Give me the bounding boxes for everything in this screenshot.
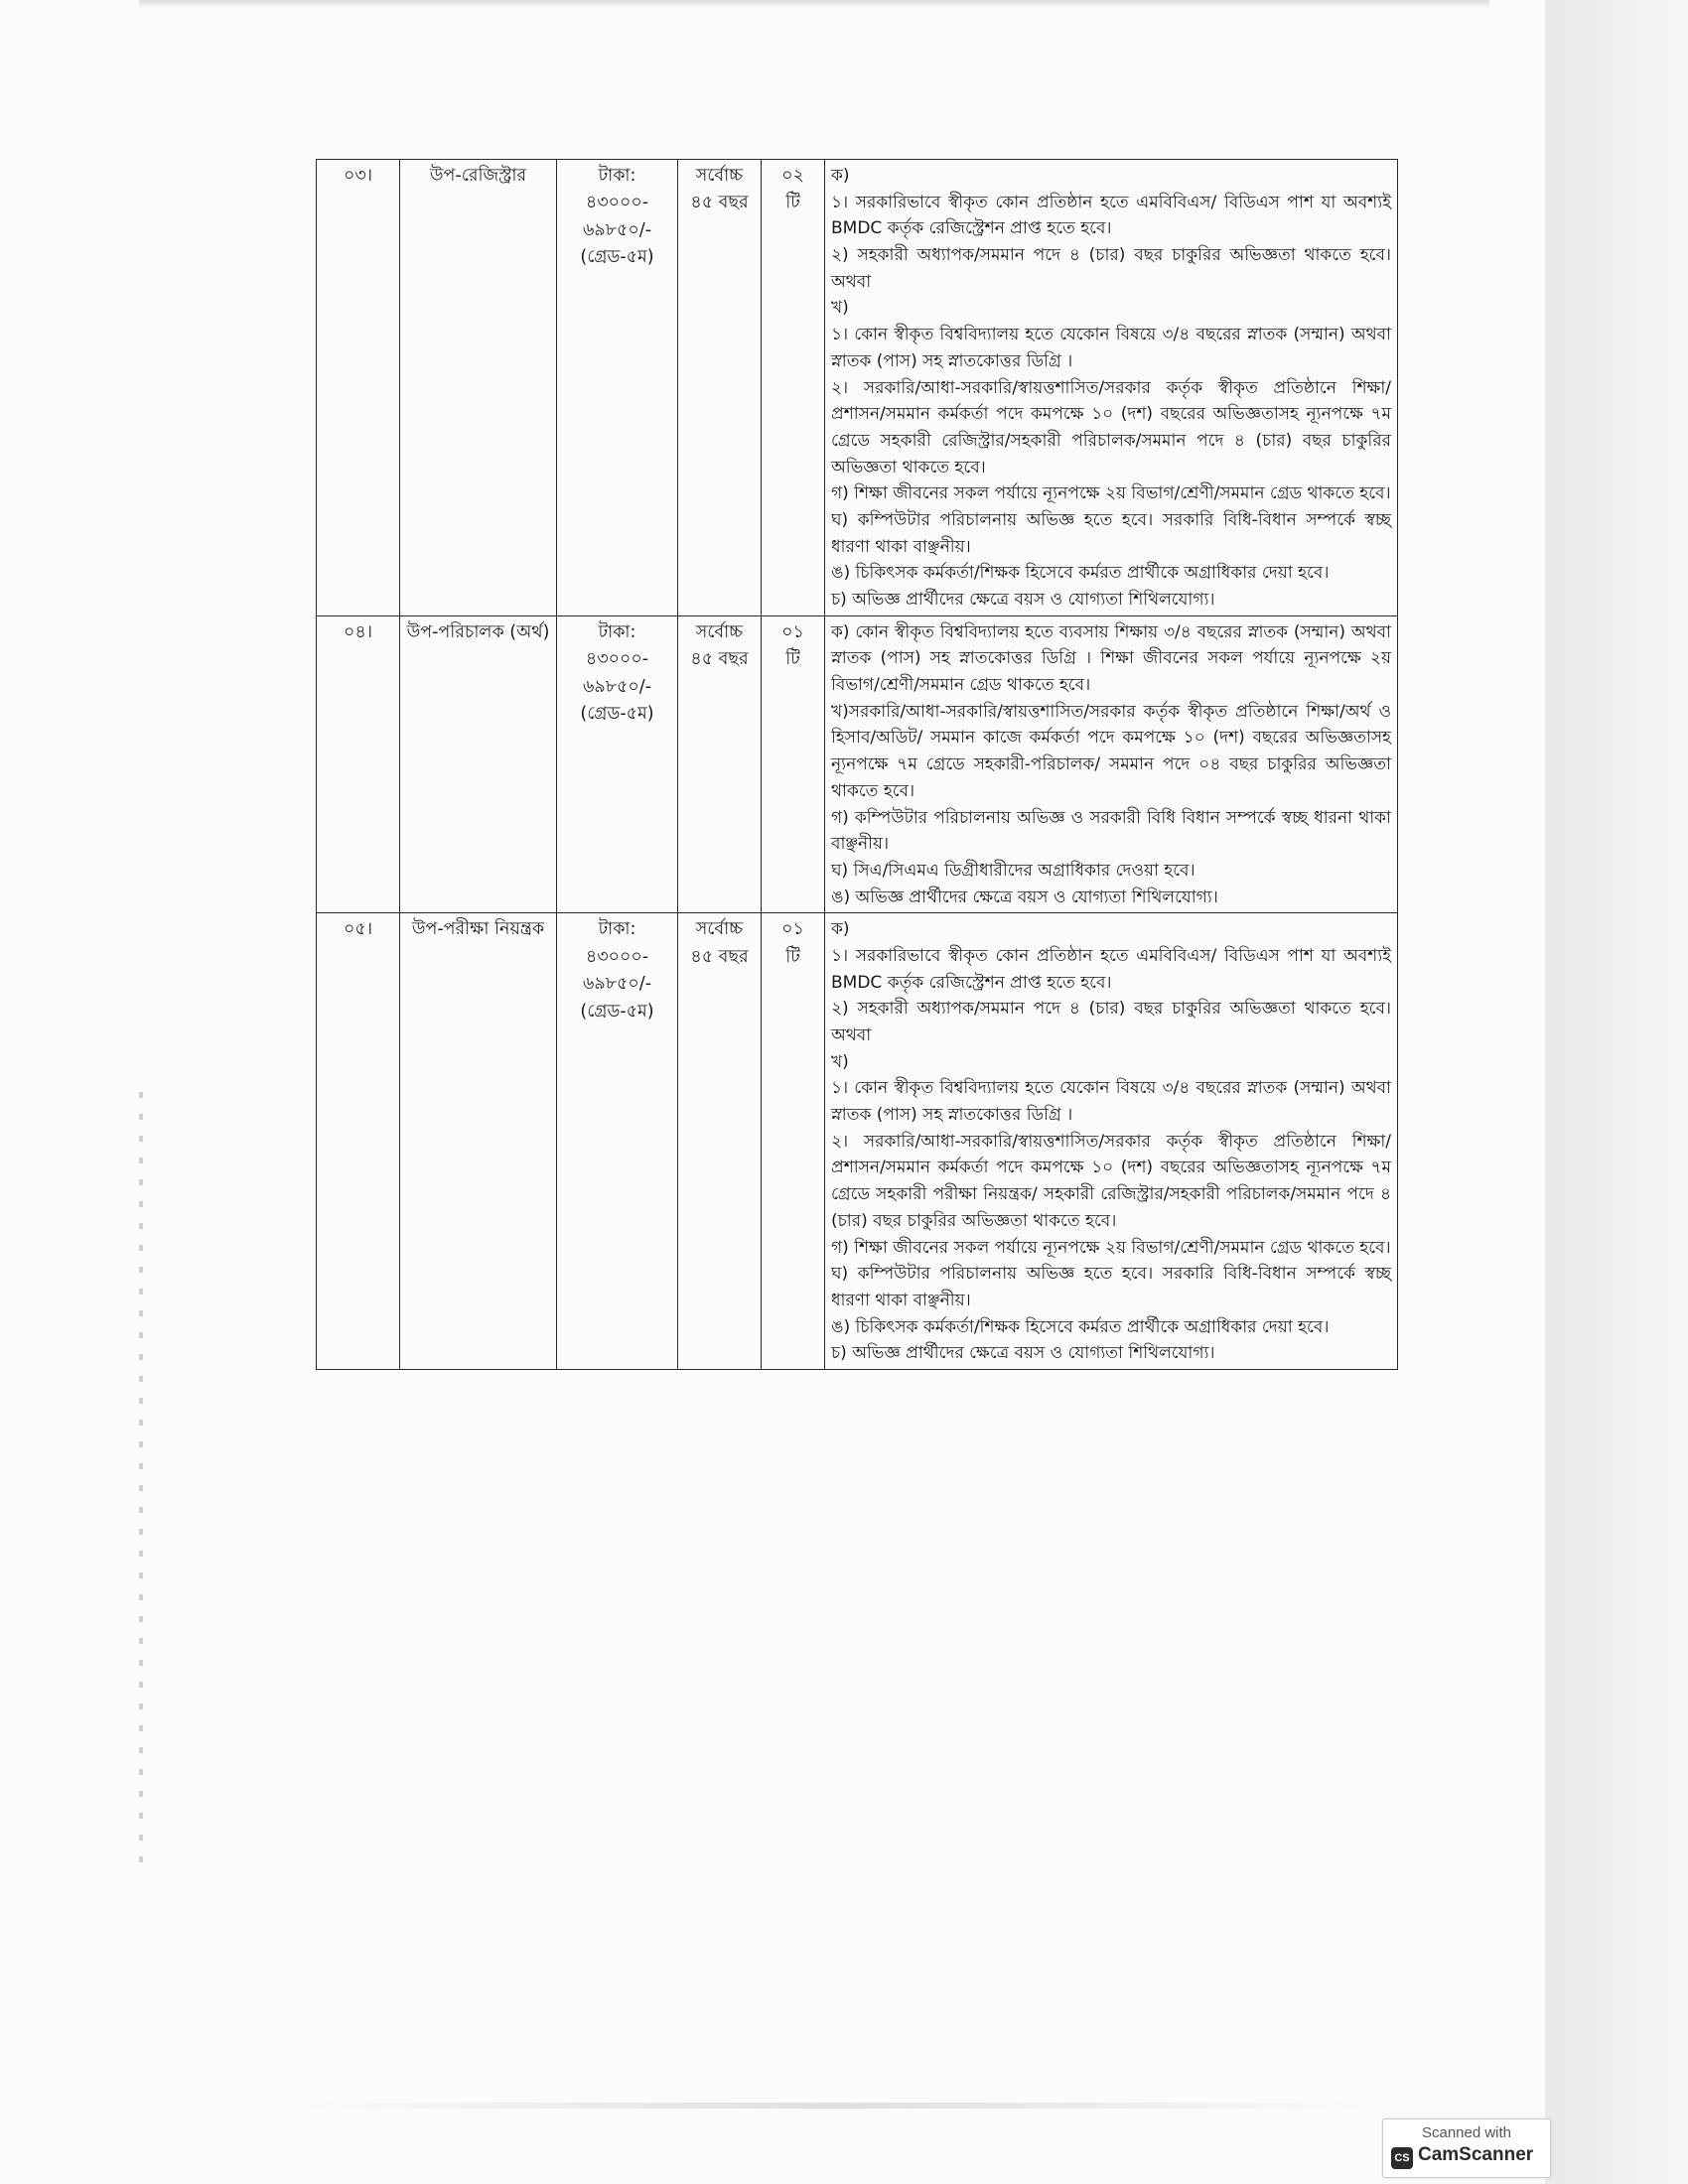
- posts-table-body: [317, 160, 1398, 1370]
- pay-scale-line: (গ্রেড-৫ম): [580, 704, 654, 725]
- requirement-item: ১। সরকারিভাবে স্বীকৃত কোন প্রতিষ্ঠান হতে এমবিবিএস/ বিডিএস পাশ যা অবশ্যই BMDC কর্তৃক রেজিস্ট্রেশন প্রাপ্ত হতে হবে।: [831, 945, 1391, 993]
- post-name-cell: [400, 160, 557, 616]
- pay-scale-cell: [557, 913, 678, 1370]
- requirement-item: খ)সরকারি/আধা-সরকারি/স্বায়ত্তশাসিত/সরকার কর্তৃক স্বীকৃত প্রতিষ্ঠানে শিক্ষা/অর্থ ও হিসাব/অডিট/ সমমান কাজে কর্মকর্তা পদে কমপক্ষে ১০ (দশ) বছরের অভিজ্ঞতাসহ ন্যূনপক্ষে ৭ম গ্রেডে সহকারী-পরিচালক/ সমমান পদে ০৪ বছর চাকুরির অভিজ্ঞতা থাকতে হবে।: [831, 701, 1391, 801]
- pay-scale-cell: [557, 160, 678, 616]
- age-limit-line: ৪৫ বছর: [690, 946, 749, 967]
- age-limit-line: সর্বোচ্চ: [695, 621, 744, 642]
- pay-scale-line: (গ্রেড-৫ম): [580, 1001, 654, 1022]
- serial-cell: [317, 913, 400, 1370]
- requirement-item: ঘ) কম্পিউটার পরিচালনায় অভিজ্ঞ হতে হবে। সরকারি বিধি-বিধান সম্পর্কে স্বচ্ছ ধারণা থাকা বাঞ্ছনীয়।: [831, 1264, 1391, 1310]
- post-count-cell: [762, 160, 825, 616]
- requirement-item: ঙ) চিকিৎসক কর্মকর্তা/শিক্ষক হিসেবে কর্মরত প্রার্থীকে অগ্রাধিকার দেয়া হবে।: [831, 1316, 1330, 1337]
- pay-scale-cell: [557, 615, 678, 913]
- post-count-cell: [762, 913, 825, 1370]
- pay-scale-line: ৪৩০০০-: [585, 649, 649, 670]
- table-row: [317, 160, 1398, 616]
- requirement-item: ২) সহকারী অধ্যাপক/সমমান পদে ৪ (চার) বছর চাকুরির অভিজ্ঞতা থাকতে হবে। অথবা: [831, 245, 1391, 292]
- requirement-item: ঘ) কম্পিউটার পরিচালনায় অভিজ্ঞ হতে হবে। সরকারি বিধি-বিধান সম্পর্কে স্বচ্ছ ধারণা থাকা বাঞ্ছনীয়।: [831, 509, 1391, 557]
- requirement-item: ক) কোন স্বীকৃত বিশ্ববিদ্যালয় হতে ব্যবসায় শিক্ষায় ৩/৪ বছরের স্নাতক (সম্মান) অথবা স্নাতক (পাস) সহ স্নাতকোত্তর ডিগ্রি । শিক্ষা জীবনের সকল পর্যায়ে ন্যূনপক্ষে ২য় বিভাগ/শ্রেণী/সমমান গ্রেড থাকতে হবে।: [831, 621, 1391, 696]
- post-count-line: ০১: [781, 621, 804, 642]
- requirement-item: ২) সহকারী অধ্যাপক/সমমান পদে ৪ (চার) বছর চাকুরির অভিজ্ঞতা থাকতে হবে। অথবা: [831, 999, 1391, 1045]
- age-limit-cell: [678, 615, 762, 913]
- requirement-item: ১। কোন স্বীকৃত বিশ্ববিদ্যালয় হতে যেকোন বিষয়ে ৩/৪ বছরের স্নাতক (সম্মান) অথবা স্নাতক (পাস) সহ স্নাতকোত্তর ডিগ্রি ।: [831, 1078, 1391, 1126]
- post-name: উপ-রেজিস্ট্রার: [429, 166, 527, 186]
- requirement-item: ১। সরকারিভাবে স্বীকৃত কোন প্রতিষ্ঠান হতে এমবিবিএস/ বিডিএস পাশ যা অবশ্যই BMDC কর্তৃক রেজিস্ট্রেশন প্রাপ্ত হতে হবে।: [831, 192, 1391, 239]
- requirement-item: চ) অভিজ্ঞ প্রার্থীদের ক্ষেত্রে বয়স ও যোগ্যতা শিথিলযোগ্য।: [831, 1343, 1215, 1364]
- requirement-item: চ) অভিজ্ঞ প্রার্থীদের ক্ষেত্রে বয়স ও যোগ্যতা শিথিলযোগ্য।: [831, 590, 1215, 610]
- requirement-item: গ) কম্পিউটার পরিচালনায় অভিজ্ঞ ও সরকারী বিধি বিধান সম্পর্কে স্বচ্ছ ধারনা থাকা বাঞ্ছনীয়।: [831, 807, 1391, 855]
- pay-scale-line: ৬৯৮৫০/-: [582, 219, 652, 240]
- post-name: উপ-পরিচালক (অর্থ): [406, 621, 550, 642]
- age-limit-cell: [678, 913, 762, 1370]
- posts-table: [316, 159, 1398, 1370]
- requirement-item: গ) শিক্ষা জীবনের সকল পর্যায়ে ন্যূনপক্ষে ২য় বিভাগ/শ্রেণী/সমমান গ্রেড থাকতে হবে।: [831, 1237, 1391, 1258]
- camscanner-brand: CamScanner: [1418, 2144, 1534, 2165]
- post-name-cell: [400, 913, 557, 1370]
- post-name: উপ-পরীক্ষা নিয়ন্ত্রক: [411, 919, 545, 940]
- post-name-cell: [400, 615, 557, 913]
- requirement-item: ঙ) চিকিৎসক কর্মকর্তা/শিক্ষক হিসেবে কর্মরত প্রার্থীকে অগ্রাধিকার দেয়া হবে।: [831, 563, 1330, 584]
- requirements-cell: [825, 913, 1398, 1370]
- post-count-line: ০২: [781, 166, 804, 186]
- post-count-cell: [762, 615, 825, 913]
- post-count-line: টি: [785, 193, 800, 213]
- age-limit-cell: [678, 160, 762, 616]
- requirement-item: গ) শিক্ষা জীবনের সকল পর্যায়ে ন্যূনপক্ষে ২য় বিভাগ/শ্রেণী/সমমান গ্রেড থাকতে হবে।: [831, 483, 1391, 504]
- camscanner-logo-icon: CS: [1391, 2147, 1413, 2169]
- top-bleed-through: [139, 0, 1489, 8]
- requirements-cell: [825, 160, 1398, 616]
- age-limit-line: ৪৫ বছর: [690, 649, 749, 670]
- post-count-line: টি: [785, 946, 800, 967]
- pay-scale-line: ৪৩০০০-: [585, 946, 649, 967]
- requirements-cell: [825, 615, 1398, 913]
- age-limit-line: সর্বোচ্চ: [695, 919, 744, 940]
- pay-scale-line: (গ্রেড-৫ম): [580, 247, 654, 268]
- table-row: [317, 913, 1398, 1370]
- requirement-item: ঙ) অভিজ্ঞ প্রার্থীদের ক্ষেত্রে বয়স ও যোগ্যতা শিথিলযোগ্য।: [831, 887, 1218, 907]
- post-count-line: ০১: [781, 919, 804, 940]
- age-limit-line: সর্বোচ্চ: [695, 166, 744, 186]
- pay-scale-line: ৬৯৮৫০/-: [582, 974, 652, 995]
- requirement-item: ক): [831, 919, 850, 940]
- binding-marks: [139, 1092, 143, 1866]
- requirement-item: ২। সরকারি/আধা-সরকারি/স্বায়ত্তশাসিত/সরকার কর্তৃক স্বীকৃত প্রতিষ্ঠানে শিক্ষা/প্রশাসন/সমমান কর্মকর্তা পদে কমপক্ষে ১০ (দশ) বছরের অভিজ্ঞতাসহ ন্যূনপক্ষে ৭ম গ্রেডে সহকারী রেজিস্ট্রার/সহকারী পরিচালক/সমমান পদে ৪ (চার) বছর চাকুরির অভিজ্ঞতা থাকতে হবে।: [831, 377, 1391, 478]
- pay-scale-line: টাকা:: [598, 621, 636, 642]
- scanned-with-caption: Scanned with: [1421, 2124, 1512, 2141]
- pay-scale-line: টাকা:: [598, 919, 636, 940]
- camscanner-badge: [1382, 2118, 1551, 2178]
- serial-number: ০৩।: [343, 166, 372, 186]
- serial-cell: [317, 615, 400, 913]
- table-row: [317, 615, 1398, 913]
- serial-cell: [317, 160, 400, 616]
- serial-number: ০৪।: [344, 621, 372, 642]
- requirement-item: ঘ) সিএ/সিএমএ ডিগ্রীধারীদের অগ্রাধিকার দেওয়া হবে।: [831, 860, 1196, 881]
- requirement-item: ক): [831, 166, 850, 186]
- requirement-item: ১। কোন স্বীকৃত বিশ্ববিদ্যালয় হতে যেকোন বিষয়ে ৩/৪ বছরের স্নাতক (সম্মান) অথবা স্নাতক (পাস) সহ স্নাতকোত্তর ডিগ্রি ।: [831, 325, 1391, 371]
- page-edge-shadow: [1545, 0, 1688, 2184]
- bottom-bleed-through: [298, 2103, 1370, 2109]
- requirement-item: খ): [831, 1051, 849, 1072]
- serial-number: ০৫।: [344, 919, 372, 940]
- pay-scale-line: টাকা:: [598, 166, 636, 186]
- pay-scale-line: ৬৯৮৫০/-: [582, 676, 652, 697]
- age-limit-line: ৪৫ বছর: [690, 193, 749, 213]
- requirement-item: ২। সরকারি/আধা-সরকারি/স্বায়ত্তশাসিত/সরকার কর্তৃক স্বীকৃত প্রতিষ্ঠানে শিক্ষা/প্রশাসন/সমমান কর্মকর্তা পদে কমপক্ষে ১০ (দশ) বছরের অভিজ্ঞতাসহ ন্যূনপক্ষে ৭ম গ্রেডে সহকারী পরীক্ষা নিয়ন্ত্রক/ সহকারী রেজিস্ট্রার/সহকারী পরিচালক/সমমান পদে ৪ (চার) বছর চাকুরির অভিজ্ঞতা থাকতে হবে।: [831, 1131, 1391, 1231]
- requirement-item: খ): [831, 298, 849, 319]
- post-count-line: টি: [785, 649, 800, 670]
- pay-scale-line: ৪৩০০০-: [585, 193, 649, 213]
